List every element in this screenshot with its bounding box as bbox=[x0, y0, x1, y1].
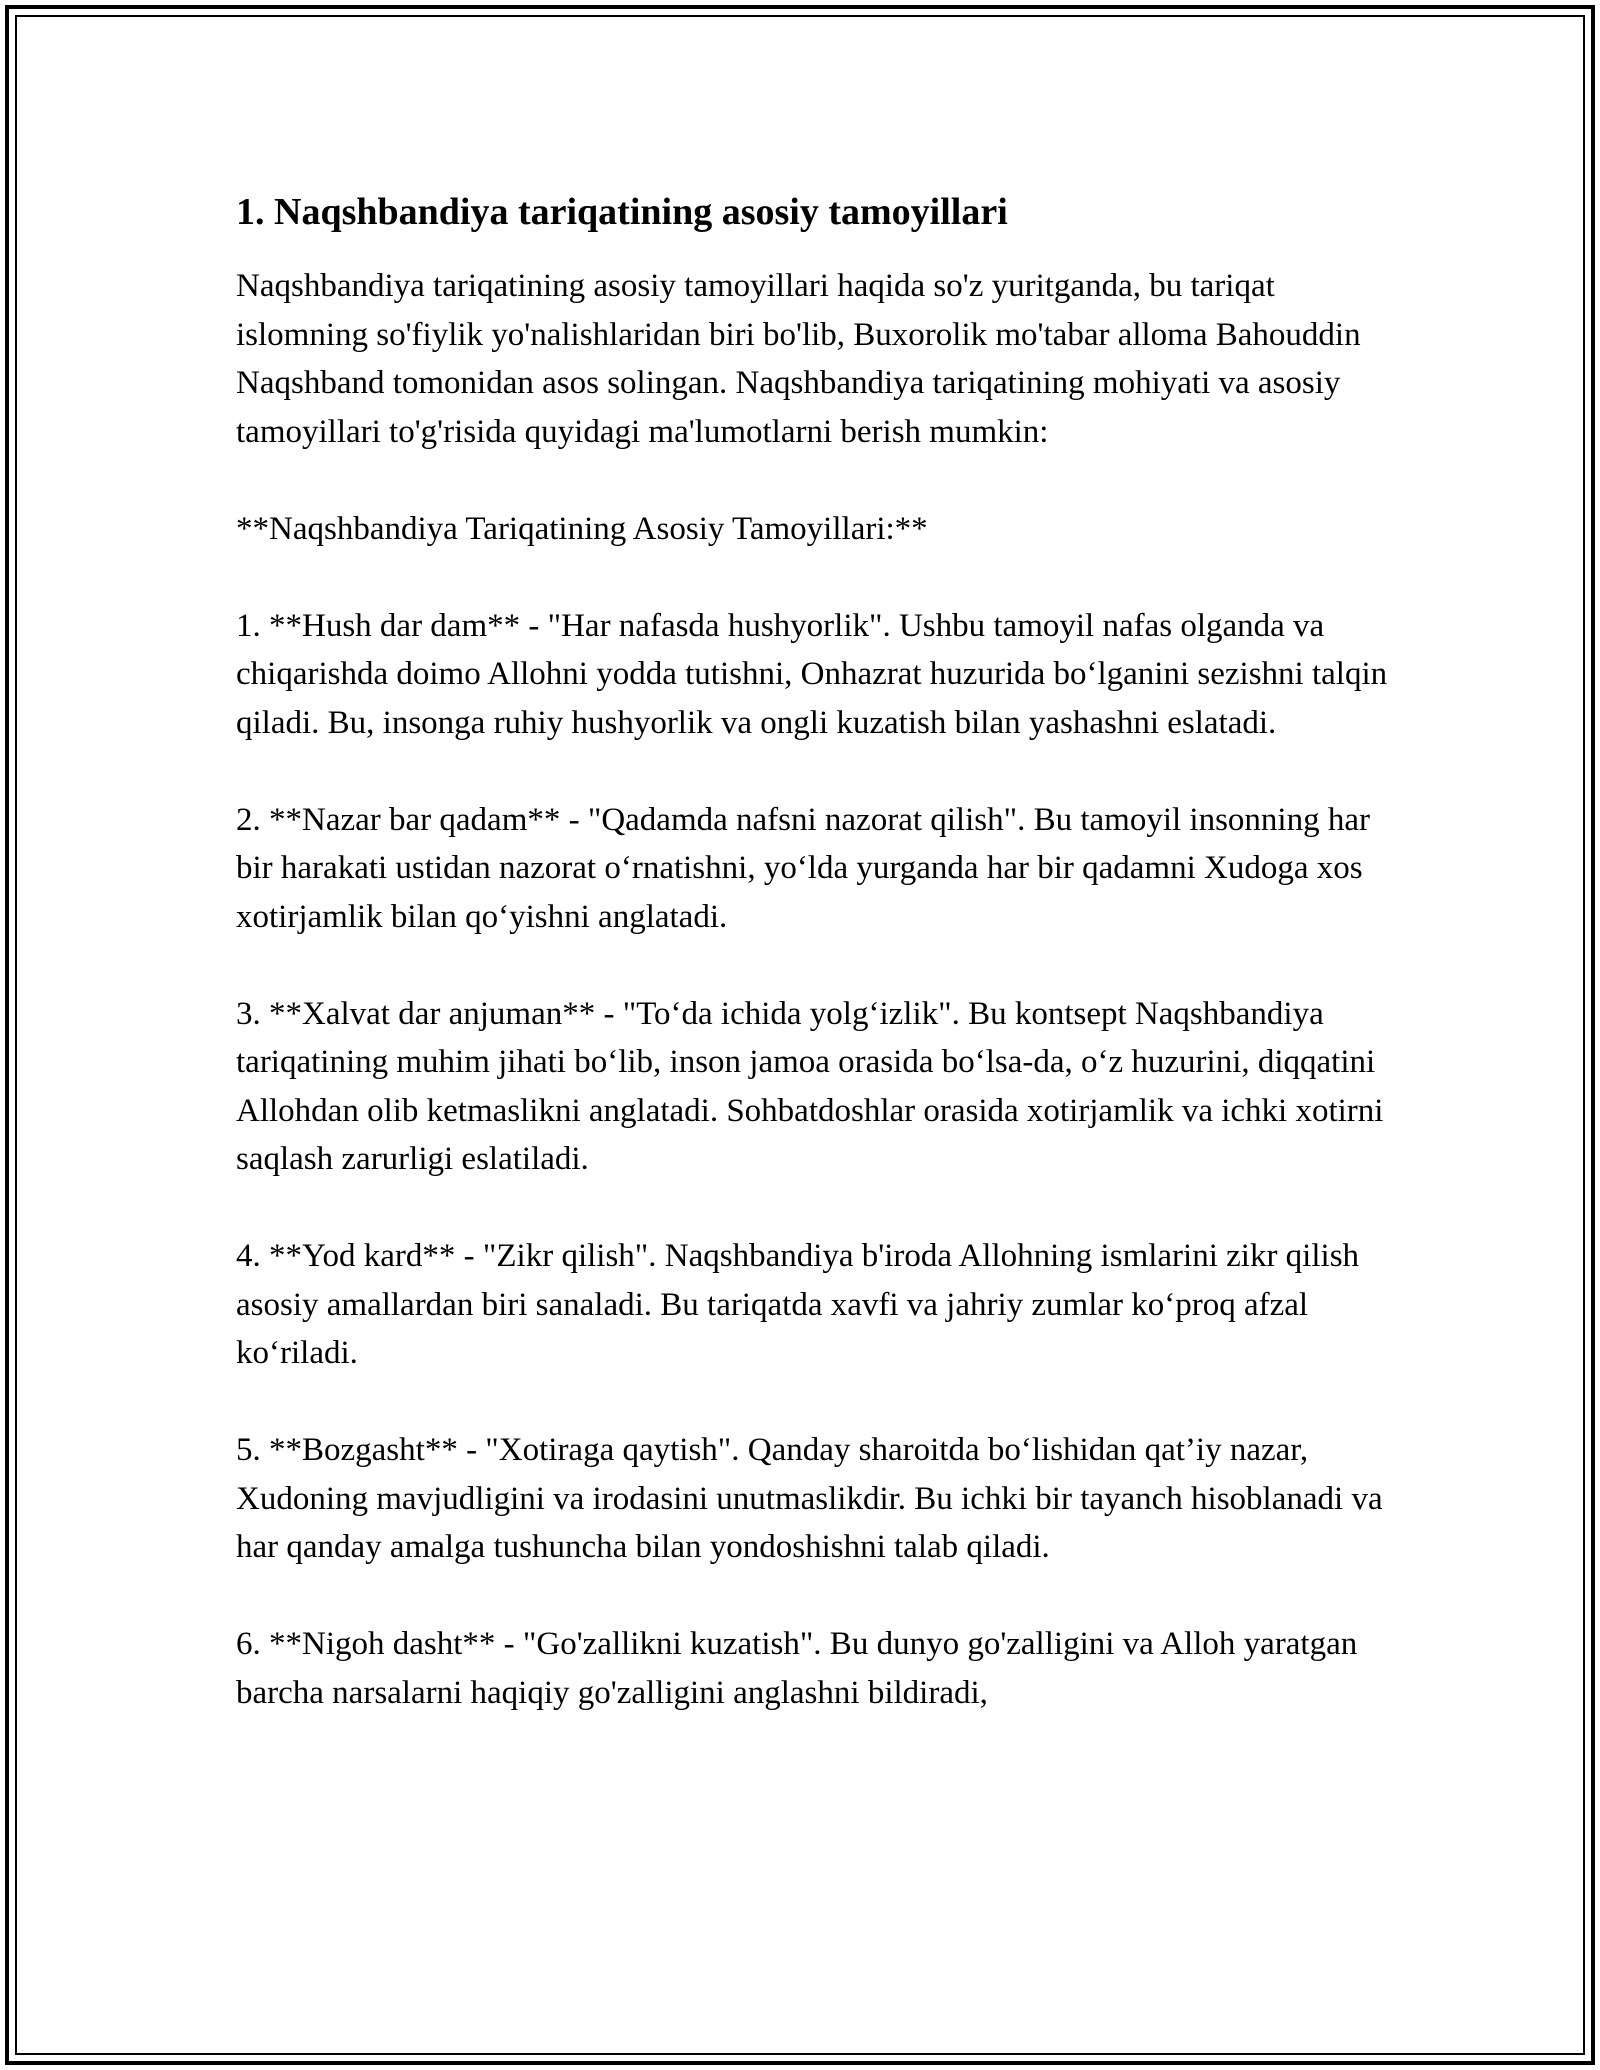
intro-paragraph: Naqshbandiya tariqatining asosiy tamoyillari haqida so'z yuritganda, bu tariqat islomning so'fiylik yo'nalishlaridan biri bo'lib, Buxorolik mo'tabar alloma Bahouddin Naqshband tomonidan asos solingan. Naqshbandiya tariqatining mohiyati va asosiy tamoyillari to'g'risida quyidagi ma'lumotlarni berish mumkin: bbox=[236, 268, 1361, 450]
principle-1-paragraph: 1. **Hush dar dam** - "Har nafasda hushyorlik". Ushbu tamoyil nafas olganda va chiqarishda doimo Allohni yodda tutishni, Onhazrat huzurida bo‘lganini sezishni talqin qiladi. Bu, insonga ruhiy hushyorlik va ongli kuzatish bilan yashashni eslatadi. bbox=[236, 607, 1388, 741]
principle-4-paragraph: 4. **Yod kard** - "Zikr qilish". Naqshbandiya b'iroda Allohning ismlarini zikr qilish asosiy amallardan biri sanaladi. Bu tariqatda xavfi va jahriy zumlar ko‘proq afzal ko‘riladi. bbox=[236, 1238, 1360, 1371]
principle-6-paragraph: 6. **Nigoh dasht** - "Go'zallikni kuzatish". Bu dunyo go'zalligini va Alloh yaratgan barcha narsalarni haqiqiy go'zalligini anglashni bildiradi, bbox=[236, 1626, 1358, 1711]
document-body bbox=[236, 188, 1396, 1717]
section-heading: 1. Naqshbandiya tariqatining asosiy tamoyillari bbox=[236, 191, 1008, 233]
principle-2-paragraph: 2. **Nazar bar qadam** - "Qadamda nafsni nazorat qilish". Bu tamoyil insonning har bir harakati ustidan nazorat o‘rnatishni, yo‘lda yurganda har bir qadamni Xudoga xos xotirjamlik bilan qo‘yishni anglatadi. bbox=[236, 801, 1370, 935]
principle-3-paragraph: 3. **Xalvat dar anjuman** - "To‘da ichida yolg‘izlik". Bu kontsept Naqshbandiya tariqatining muhim jihati bo‘lib, inson jamoa orasida bo‘lsa-da, o‘z huzurini, diqqatini Allohdan olib ketmaslikni anglatadi. Sohbatdoshlar orasida xotirjamlik va ichki xotirni saqlash zarurligi eslatiladi. bbox=[236, 995, 1384, 1177]
principle-5-paragraph: 5. **Bozgasht** - "Xotiraga qaytish". Qanday sharoitda bo‘lishidan qat’iy nazar, Xudoning mavjudligini va irodasini unutmaslikdir. Bu ichki bir tayanch hisoblanadi va har qanday amalga tushuncha bilan yondoshishni talab qiladi. bbox=[236, 1432, 1383, 1565]
principles-title: **Naqshbandiya Tariqatining Asosiy Tamoyillari:** bbox=[236, 510, 928, 547]
